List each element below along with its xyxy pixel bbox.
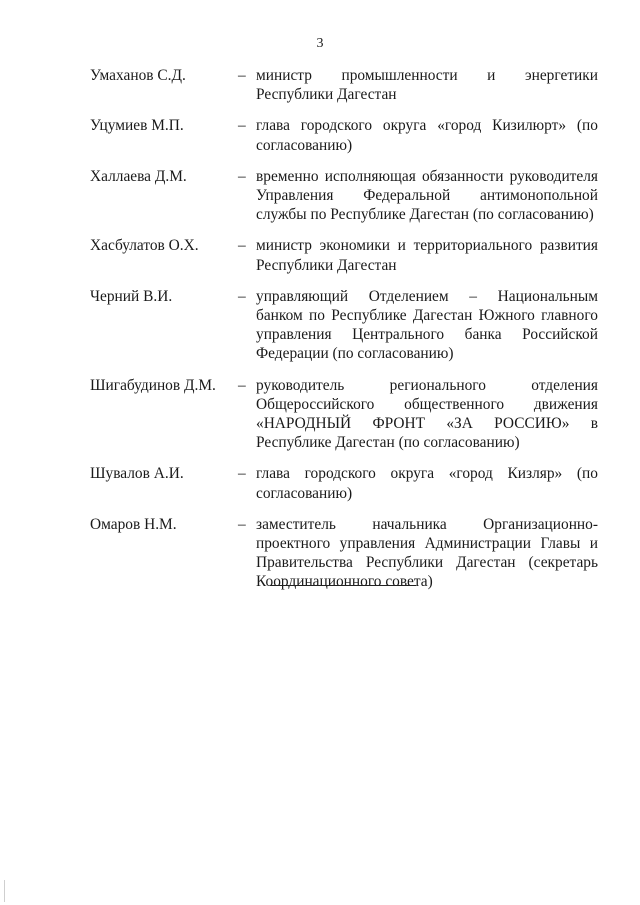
member-entry <box>90 116 598 154</box>
page-number: 3 <box>316 36 324 51</box>
member-entry <box>90 167 598 225</box>
member-position: министр промышленности и энергетики Республики Дагестан <box>256 67 598 104</box>
entry-dash: – <box>238 465 246 483</box>
member-name: Шувалов А.И. <box>90 465 184 483</box>
member-name: Черний В.И. <box>90 287 173 305</box>
entry-dash: – <box>238 237 246 255</box>
entry-dash: – <box>238 515 246 533</box>
member-position: министр экономики и территориального развития Республики Дагестан <box>256 237 598 274</box>
member-position: руководитель регионального отделения Общероссийского общественного движения «НАРОДНЫЙ ФРОНТ «ЗА РОССИЮ» в Республике Дагестан (по согласованию) <box>256 376 598 452</box>
member-entry <box>90 66 598 104</box>
member-position: глава городского округа «город Кизилюрт» (по согласованию) <box>256 117 598 154</box>
member-entry <box>90 287 598 364</box>
member-position: временно исполняющая обязанности руководителя Управления Федеральной антимонопольной службы по Республике Дагестан (по согласованию) <box>256 167 598 224</box>
member-position: глава городского округа «город Кизляр» (по согласованию) <box>256 465 598 502</box>
member-entry <box>90 236 598 274</box>
member-name: Хасбулатов О.Х. <box>90 237 199 255</box>
member-position: управляющий Отделением – Национальным банком по Республике Дагестан Южного главного управления Центрального банка Российской Федерации (по согласованию) <box>256 287 598 363</box>
entry-dash: – <box>238 376 246 394</box>
member-name: Халлаева Д.М. <box>90 167 187 185</box>
member-name: Уцумиев М.П. <box>90 117 184 135</box>
closing-divider-line <box>270 585 416 586</box>
scan-edge-mark <box>4 880 5 902</box>
member-position: заместитель начальника Организационно-проектного управления Администрации Главы и Правительства Республики Дагестан (секретарь Координационного совета) <box>256 515 598 591</box>
council-member-list <box>90 66 598 604</box>
member-name: Шигабудинов Д.М. <box>90 376 216 394</box>
member-name: Умаханов С.Д. <box>90 67 186 84</box>
entry-dash: – <box>238 167 246 185</box>
entry-dash: – <box>238 67 246 84</box>
member-entry <box>90 376 598 453</box>
member-name: Омаров Н.М. <box>90 515 177 533</box>
member-entry <box>90 464 598 502</box>
entry-dash: – <box>238 117 246 135</box>
entry-dash: – <box>238 287 246 305</box>
member-entry <box>90 515 598 592</box>
